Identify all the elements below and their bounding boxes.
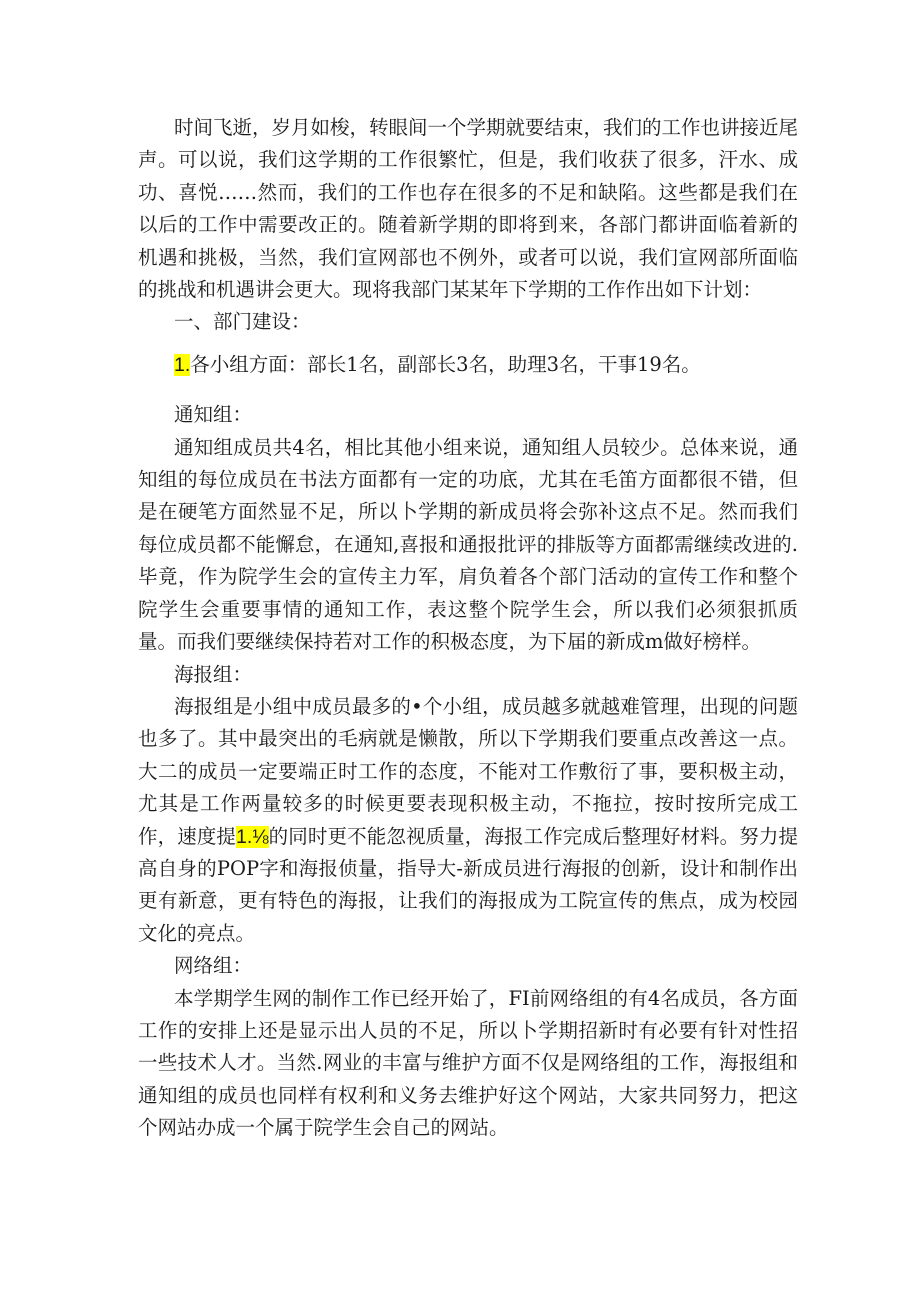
network-group-paragraph: 本学期学生网的制作工作已经开始了，FI前网络组的有4名成员，各方面工作的安排上还是显示出人员的不足，所以卜学期招新时有必要有针对性招一些技术人才。当然.网业的丰富与维护方面不仅是网络组的工作，海报组和通知组的成员也同样有权利和义务去维护好这个网站，大家共同努力，把这个网站办成一个属于院学生会自己的网站。 <box>138 986 798 1140</box>
poster-group-paragraph <box>138 691 798 950</box>
highlighted-number: 1. <box>174 353 191 376</box>
section-heading-department: 一、部门建设： <box>174 310 311 334</box>
intro-paragraph: 时间飞逝，岁月如梭，转眼间一个学期就要结束，我们的工作也讲接近尾声。可以说，我们这学期的工作很繁忙，但是，我们收获了很多，汗水、成功、喜悦……然而，我们的工作也存在很多的不足和缺陷。这些都是我们在以后的工作中需要改正的。随着新学期的即将到来，各部门都讲面临着新的机遇和挑极，当然，我们宣网部也不例外，或者可以说，我们宣网部所面临的挑战和机遇讲会更大。现将我部门某某年下学期的工作作出如下计划： <box>138 116 799 302</box>
document-page <box>138 112 798 1145</box>
subheading-notice-group: 通知组： <box>174 403 253 427</box>
poster-text-after: 的同时更不能忽视质量，海报工作完成后整理好材料。努力提高自身的POP字和海报侦量，指导大-新成员进行海报的创新，设计和制作出更有新意，更有特色的海报，让我们的海报成为工院宣传的焦点，成为校园文化的亮点。 <box>138 824 798 945</box>
subheading-network-group: 网络组： <box>174 954 253 978</box>
list-item-text: 各小组方面：部长1名，副部长3名，助理3名，干事19名。 <box>190 352 701 376</box>
spacer <box>138 381 798 399</box>
spacer <box>138 339 798 349</box>
notice-group-paragraph: 通知组成员共4名，相比其他小组来说，通知组人员较少。总体来说，通知组的每位成员在书法方面都有一定的功底，尤其在毛笛方面都很不错，但是在硬笔方面然显不足，所以卜学期的新成员将会弥补这点不足。然而我们每位成员都不能懈怠，在通知,喜报和通报批评的排版等方面都需继续改进的.毕竟，作为院学生会的宣传主力军，肩负着各个部门活动的宣传工作和整个院学生会重要事情的通知工作，表这整个院学生会，所以我们必须狠抓质量。而我们要继续保持若对工作的积极态度，为下届的新成m做好榜样。 <box>138 435 798 654</box>
highlighted-value: 1.⅛ <box>236 825 269 848</box>
subheading-poster-group: 海报组： <box>174 662 253 686</box>
list-item-groups <box>138 349 798 381</box>
poster-text-before: 海报组是小组中成员最多的•个小组，成员越多就越难管理，出现的问题也多了。其中最突出的毛病就是懒散，所以下学期我们要重点改善这一点。大二的成员一定要端正时工作的态度，不能对工作敷衍了事，要积极主动，尤其是工作两量较多的时候更要表现积极主动，不拖拉，按时按所完成工作，速度提 <box>138 694 798 848</box>
